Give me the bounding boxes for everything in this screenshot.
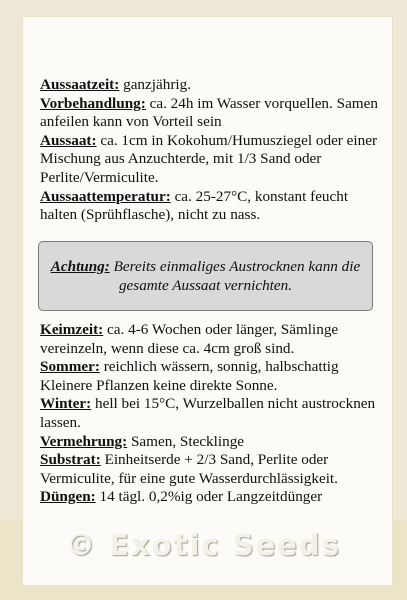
instruction-text: Einheitserde + 2/3 Sand, Perlite oder Vermiculite, für eine gute Wasserdurchlässigkeit. — [40, 451, 338, 487]
instruction-sowing-temperature — [40, 188, 385, 225]
instruction-text: ca. 25-27°C, konstant feucht halten (Sprühflasche), nicht zu nass. — [40, 187, 349, 224]
instruction-sowing — [40, 132, 385, 188]
care-instructions — [40, 321, 385, 507]
instruction-propagation — [40, 433, 385, 452]
instruction-label: Aussaattemperatur: — [40, 187, 171, 205]
instruction-text: ca. 24h im Wasser vorquellen. Samen anfeilen kann von Vorteil sein — [40, 94, 378, 131]
instruction-text: Samen, Stecklinge — [127, 432, 245, 450]
copyright-watermark: © Exotic Seeds — [66, 528, 341, 562]
instruction-label: Sommer: — [40, 358, 100, 376]
instruction-label: Vermehrung: — [40, 432, 128, 450]
instruction-summer — [40, 358, 385, 395]
instruction-text: ganzjährig. — [119, 76, 191, 93]
instruction-fertilizing — [40, 488, 385, 507]
instruction-label: Winter: — [40, 395, 92, 413]
instruction-label: Aussaat: — [40, 131, 97, 149]
instruction-text: ca. 4-6 Wochen oder länger, Sämlinge vereinzeln, wenn diese ca. 4cm groß sind. — [40, 321, 339, 357]
instruction-winter — [40, 395, 385, 432]
instruction-text: hell bei 15°C, Wurzelballen nicht austrocknen lassen. — [40, 395, 376, 431]
instruction-label: Vorbehandlung: — [40, 94, 146, 112]
warning-box — [38, 241, 373, 311]
instruction-substrate — [40, 451, 385, 488]
instruction-pretreatment — [40, 95, 385, 132]
instruction-germination — [40, 321, 385, 358]
instruction-sowing-time — [40, 76, 385, 95]
warning-text: Bereits einmaliges Austrocknen kann die gesamte Aussaat vernichten. — [109, 258, 361, 294]
instruction-text: ca. 1cm in Kokohum/Humusziegel oder einer Mischung aus Anzuchterde, mit 1/3 Sand oder Perlite/Vermiculite. — [40, 131, 378, 186]
instruction-label: Aussaatzeit: — [40, 76, 120, 93]
warning-label: Achtung: — [50, 258, 110, 275]
instruction-label: Düngen: — [40, 488, 96, 506]
instruction-text: reichlich wässern, sonnig, halbschattig Kleinere Pflanzen keine direkte Sonne. — [40, 358, 339, 394]
instruction-label: Substrat: — [40, 451, 101, 469]
instruction-text: 14 tägl. 0,2%ig oder Langzeitdünger — [95, 488, 323, 506]
sowing-instructions — [40, 76, 385, 225]
warning-message — [39, 257, 372, 295]
instruction-label: Keimzeit: — [40, 321, 104, 338]
